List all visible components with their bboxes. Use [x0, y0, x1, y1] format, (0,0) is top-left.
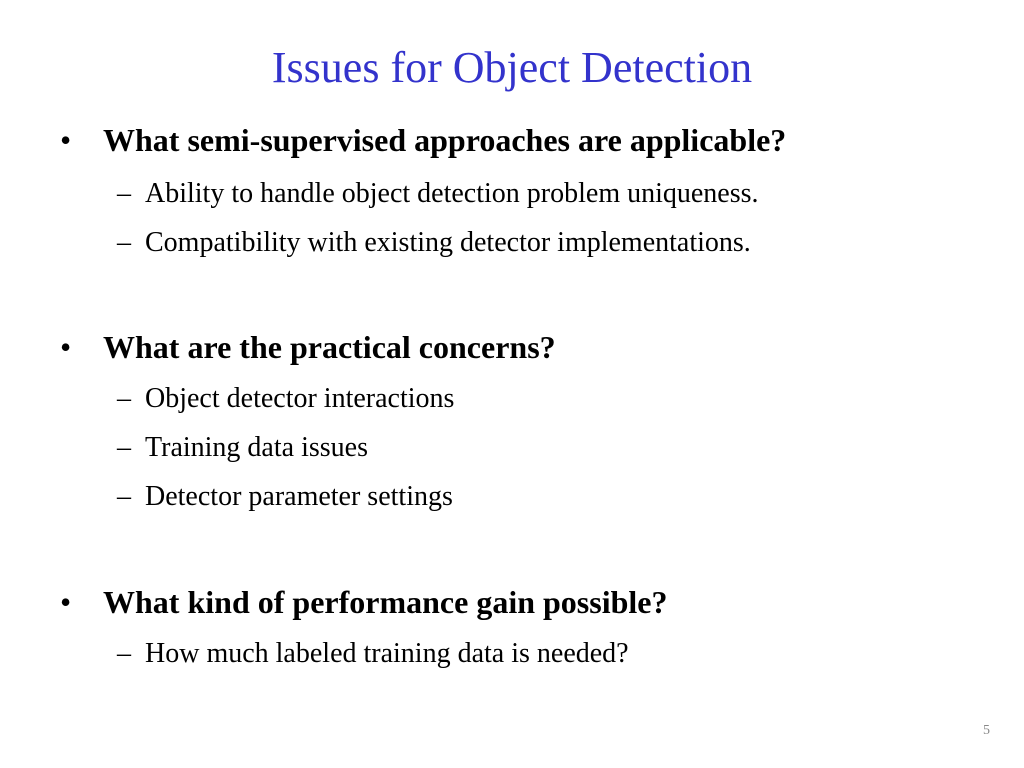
- dash-glyph: –: [117, 178, 131, 209]
- bullet-glyph: •: [60, 584, 72, 620]
- sub-item-text: Object detector interactions: [145, 383, 455, 414]
- bullet-heading: What semi-supervised approaches are applicable?: [103, 122, 787, 158]
- dash-glyph: –: [117, 432, 131, 463]
- sub-item-text: Ability to handle object detection problem uniqueness.: [145, 178, 759, 209]
- dash-glyph: –: [117, 383, 131, 414]
- bullet-heading: What kind of performance gain possible?: [103, 584, 668, 620]
- sub-item-text: Training data issues: [145, 432, 368, 463]
- bullet-glyph: •: [60, 329, 72, 365]
- page-number: 5: [983, 723, 990, 738]
- sub-item-text: How much labeled training data is needed?: [145, 638, 629, 669]
- dash-glyph: –: [117, 638, 131, 669]
- slide-title: Issues for Object Detection: [271, 43, 753, 92]
- sub-item-text: Compatibility with existing detector implementations.: [145, 227, 751, 258]
- dash-glyph: –: [117, 227, 131, 258]
- sub-item-text: Detector parameter settings: [145, 481, 453, 512]
- bullet-glyph: •: [60, 122, 72, 158]
- bullet-heading: What are the practical concerns?: [103, 329, 556, 365]
- dash-glyph: –: [117, 481, 131, 512]
